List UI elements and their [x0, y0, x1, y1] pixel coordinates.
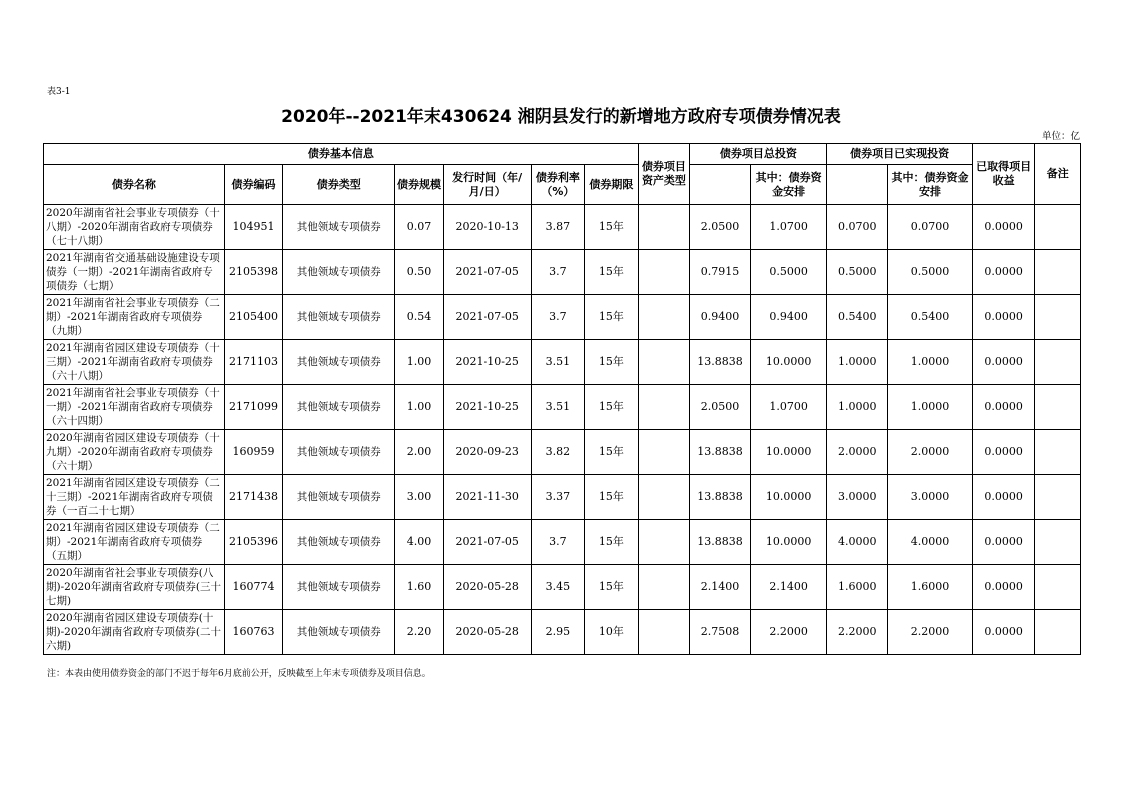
cell-income: 0.0000 [972, 610, 1035, 655]
cell-name: 2021年湖南省园区建设专项债券（十三期）-2021年湖南省政府专项债券（六十八期） [44, 340, 225, 385]
cell-name: 2021年湖南省社会事业专项债券（十一期）-2021年湖南省政府专项债券（六十四期） [44, 385, 225, 430]
cell-code: 160774 [224, 565, 283, 610]
cell-asset-type [638, 430, 689, 475]
cell-scale: 2.00 [395, 430, 443, 475]
cell-remark [1035, 565, 1081, 610]
cell-remark [1035, 205, 1081, 250]
table-row [44, 520, 1081, 565]
cell-scale: 1.60 [395, 565, 443, 610]
cell-realized: 1.0000 [827, 385, 888, 430]
header-type: 债券类型 [283, 165, 395, 205]
cell-term: 15年 [585, 250, 639, 295]
table-tag: 表3-1 [47, 87, 71, 97]
cell-total-bond: 2.2000 [750, 610, 827, 655]
cell-code: 2171438 [224, 475, 283, 520]
cell-realized: 1.6000 [827, 565, 888, 610]
cell-total: 2.0500 [690, 385, 751, 430]
cell-total-bond: 0.9400 [750, 295, 827, 340]
cell-realized-bond: 4.0000 [888, 520, 973, 565]
cell-type: 其他领域专项债券 [283, 340, 395, 385]
cell-rate: 3.45 [531, 565, 585, 610]
cell-realized: 0.0700 [827, 205, 888, 250]
cell-code: 2171103 [224, 340, 283, 385]
cell-total: 0.9400 [690, 295, 751, 340]
cell-code: 2105400 [224, 295, 283, 340]
cell-code: 160959 [224, 430, 283, 475]
cell-date: 2021-07-05 [443, 250, 531, 295]
cell-realized: 2.2000 [827, 610, 888, 655]
cell-remark [1035, 475, 1081, 520]
cell-term: 15年 [585, 520, 639, 565]
cell-rate: 3.37 [531, 475, 585, 520]
cell-term: 15年 [585, 385, 639, 430]
table-row [44, 610, 1081, 655]
table-row [44, 565, 1081, 610]
cell-realized: 4.0000 [827, 520, 888, 565]
cell-realized: 2.0000 [827, 430, 888, 475]
cell-income: 0.0000 [972, 565, 1035, 610]
cell-asset-type [638, 340, 689, 385]
cell-code: 2105396 [224, 520, 283, 565]
cell-scale: 1.00 [395, 385, 443, 430]
cell-rate: 3.51 [531, 385, 585, 430]
cell-total: 13.8838 [690, 430, 751, 475]
header-code: 债券编码 [224, 165, 283, 205]
header-basic-info: 债券基本信息 [44, 144, 639, 165]
cell-type: 其他领域专项债券 [283, 295, 395, 340]
cell-asset-type [638, 250, 689, 295]
cell-rate: 3.87 [531, 205, 585, 250]
cell-total: 13.8838 [690, 520, 751, 565]
cell-date: 2021-10-25 [443, 340, 531, 385]
cell-scale: 0.07 [395, 205, 443, 250]
cell-scale: 0.54 [395, 295, 443, 340]
cell-term: 15年 [585, 205, 639, 250]
header-realized-investment: 债券项目已实现投资 [827, 144, 972, 165]
cell-asset-type [638, 610, 689, 655]
cell-asset-type [638, 565, 689, 610]
cell-income: 0.0000 [972, 520, 1035, 565]
cell-date: 2020-09-23 [443, 430, 531, 475]
cell-type: 其他领域专项债券 [283, 565, 395, 610]
cell-realized-bond: 2.0000 [888, 430, 973, 475]
cell-asset-type [638, 295, 689, 340]
cell-rate: 3.7 [531, 295, 585, 340]
cell-rate: 3.7 [531, 250, 585, 295]
cell-date: 2021-11-30 [443, 475, 531, 520]
header-issue-date: 发行时间（年/月/日） [443, 165, 531, 205]
cell-type: 其他领域专项债券 [283, 430, 395, 475]
cell-code: 2105398 [224, 250, 283, 295]
cell-term: 15年 [585, 565, 639, 610]
header-asset-type: 债券项目资产类型 [638, 144, 689, 205]
cell-term: 10年 [585, 610, 639, 655]
cell-name: 2021年湖南省园区建设专项债券（二十三期）-2021年湖南省政府专项债券（一百二十七期） [44, 475, 225, 520]
footnote: 注：本表由使用债券资金的部门不迟于每年6月底前公开，反映截至上年末专项债券及项目信息。 [47, 669, 431, 679]
cell-total: 0.7915 [690, 250, 751, 295]
cell-scale: 4.00 [395, 520, 443, 565]
cell-remark [1035, 340, 1081, 385]
cell-asset-type [638, 385, 689, 430]
table-row [44, 250, 1081, 295]
cell-total: 13.8838 [690, 340, 751, 385]
cell-realized-bond: 3.0000 [888, 475, 973, 520]
page-title: 2020年--2021年末430624 湘阴县发行的新增地方政府专项债券情况表 [281, 107, 841, 127]
cell-type: 其他领域专项债券 [283, 610, 395, 655]
header-realized-bond: 其中：债券资金安排 [888, 165, 973, 205]
cell-rate: 3.51 [531, 340, 585, 385]
cell-term: 15年 [585, 475, 639, 520]
cell-remark [1035, 385, 1081, 430]
cell-total-bond: 10.0000 [750, 475, 827, 520]
table-row [44, 385, 1081, 430]
cell-income: 0.0000 [972, 340, 1035, 385]
header-total-bond: 其中：债券资金安排 [750, 165, 827, 205]
cell-realized-bond: 0.5000 [888, 250, 973, 295]
cell-date: 2021-07-05 [443, 295, 531, 340]
cell-total: 13.8838 [690, 475, 751, 520]
cell-name: 2020年湖南省社会事业专项债券(八期)-2020年湖南省政府专项债券(三十七期) [44, 565, 225, 610]
cell-realized-bond: 2.2000 [888, 610, 973, 655]
header-remark: 备注 [1035, 144, 1081, 205]
cell-total: 2.1400 [690, 565, 751, 610]
cell-total-bond: 1.0700 [750, 385, 827, 430]
cell-name: 2020年湖南省社会事业专项债券（十八期）-2020年湖南省政府专项债券（七十八期） [44, 205, 225, 250]
cell-date: 2021-07-05 [443, 520, 531, 565]
cell-realized: 1.0000 [827, 340, 888, 385]
table-row [44, 430, 1081, 475]
table-row [44, 340, 1081, 385]
cell-income: 0.0000 [972, 385, 1035, 430]
cell-rate: 3.7 [531, 520, 585, 565]
cell-date: 2020-05-28 [443, 610, 531, 655]
header-total-investment: 债券项目总投资 [690, 144, 827, 165]
cell-total-bond: 0.5000 [750, 250, 827, 295]
header-rate: 债券利率（%） [531, 165, 585, 205]
header-realized-blank [827, 165, 888, 205]
cell-total-bond: 10.0000 [750, 340, 827, 385]
cell-type: 其他领域专项债券 [283, 475, 395, 520]
cell-income: 0.0000 [972, 430, 1035, 475]
cell-name: 2021年湖南省社会事业专项债券（二期）-2021年湖南省政府专项债券（九期） [44, 295, 225, 340]
cell-rate: 3.82 [531, 430, 585, 475]
table-row [44, 205, 1081, 250]
header-total-blank [690, 165, 751, 205]
cell-remark [1035, 610, 1081, 655]
cell-total-bond: 2.1400 [750, 565, 827, 610]
cell-type: 其他领域专项债券 [283, 250, 395, 295]
cell-name: 2021年湖南省园区建设专项债券（二期）-2021年湖南省政府专项债券（五期） [44, 520, 225, 565]
cell-name: 2020年湖南省园区建设专项债券(十期)-2020年湖南省政府专项债券(二十六期) [44, 610, 225, 655]
cell-date: 2020-10-13 [443, 205, 531, 250]
cell-realized: 0.5400 [827, 295, 888, 340]
cell-date: 2020-05-28 [443, 565, 531, 610]
cell-scale: 2.20 [395, 610, 443, 655]
header-scale: 债券规模 [395, 165, 443, 205]
cell-realized-bond: 0.0700 [888, 205, 973, 250]
bond-table [43, 143, 1081, 655]
cell-code: 2171099 [224, 385, 283, 430]
cell-term: 15年 [585, 340, 639, 385]
cell-rate: 2.95 [531, 610, 585, 655]
cell-income: 0.0000 [972, 250, 1035, 295]
cell-total-bond: 10.0000 [750, 520, 827, 565]
table-row [44, 475, 1081, 520]
cell-total: 2.7508 [690, 610, 751, 655]
cell-date: 2021-10-25 [443, 385, 531, 430]
cell-type: 其他领域专项债券 [283, 520, 395, 565]
cell-realized: 3.0000 [827, 475, 888, 520]
table-row [44, 295, 1081, 340]
cell-asset-type [638, 205, 689, 250]
cell-remark [1035, 520, 1081, 565]
cell-realized-bond: 1.0000 [888, 385, 973, 430]
cell-name: 2021年湖南省交通基础设施建设专项债券（一期）-2021年湖南省政府专项债券（七期） [44, 250, 225, 295]
cell-realized-bond: 0.5400 [888, 295, 973, 340]
cell-name: 2020年湖南省园区建设专项债券（十九期）-2020年湖南省政府专项债券（六十期） [44, 430, 225, 475]
cell-asset-type [638, 520, 689, 565]
cell-code: 160763 [224, 610, 283, 655]
cell-remark [1035, 250, 1081, 295]
cell-remark [1035, 295, 1081, 340]
cell-scale: 0.50 [395, 250, 443, 295]
cell-term: 15年 [585, 295, 639, 340]
cell-income: 0.0000 [972, 475, 1035, 520]
header-name: 债券名称 [44, 165, 225, 205]
header-term: 债券期限 [585, 165, 639, 205]
header-income: 已取得项目收益 [972, 144, 1035, 205]
cell-asset-type [638, 475, 689, 520]
unit-label: 单位：亿 [1041, 131, 1080, 142]
cell-realized-bond: 1.6000 [888, 565, 973, 610]
cell-remark [1035, 430, 1081, 475]
cell-income: 0.0000 [972, 205, 1035, 250]
cell-realized-bond: 1.0000 [888, 340, 973, 385]
cell-total-bond: 1.0700 [750, 205, 827, 250]
cell-scale: 1.00 [395, 340, 443, 385]
cell-code: 104951 [224, 205, 283, 250]
cell-total: 2.0500 [690, 205, 751, 250]
cell-income: 0.0000 [972, 295, 1035, 340]
cell-type: 其他领域专项债券 [283, 205, 395, 250]
cell-type: 其他领域专项债券 [283, 385, 395, 430]
cell-total-bond: 10.0000 [750, 430, 827, 475]
cell-term: 15年 [585, 430, 639, 475]
cell-realized: 0.5000 [827, 250, 888, 295]
cell-scale: 3.00 [395, 475, 443, 520]
